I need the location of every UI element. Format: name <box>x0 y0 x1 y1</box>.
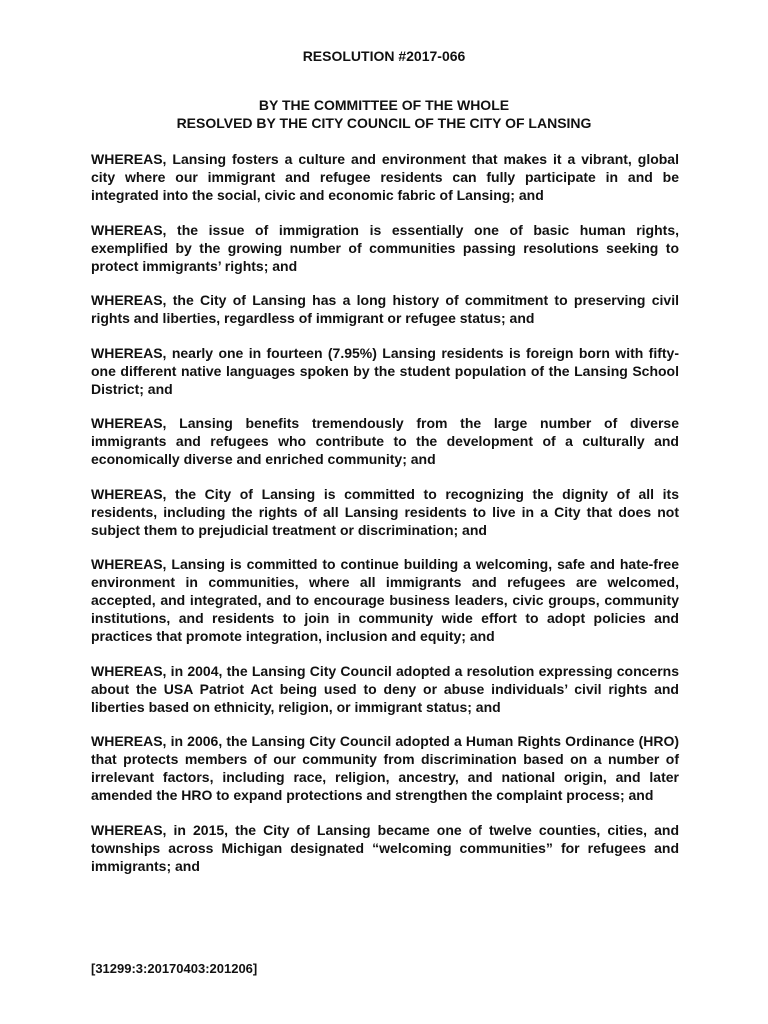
whereas-clause: WHEREAS, the City of Lansing is committed to recognizing the dignity of all its residents, including the rights of all Lansing residents to live in a City that does not subject them to prejudicial treatment or discrimination; and <box>91 485 679 538</box>
heading-line-committee: BY THE COMMITTEE OF THE WHOLE <box>258 97 510 113</box>
whereas-clause: WHEREAS, in 2004, the Lansing City Council adopted a resolution expressing concerns about the USA Patriot Act being used to deny or abuse individuals’ civil rights and liberties based on ethnicity, religion, or immigrant status; and <box>91 662 679 715</box>
committee-heading <box>0 96 768 132</box>
whereas-clause: WHEREAS, in 2015, the City of Lansing became one of twelve counties, cities, and townships across Michigan designated “welcoming communities” for refugees and immigrants; and <box>91 821 679 874</box>
whereas-clause: WHEREAS, the issue of immigration is essentially one of basic human rights, exemplified by the growing number of communities passing resolutions seeking to protect immigrants’ rights; and <box>91 221 679 274</box>
whereas-clause: WHEREAS, Lansing fosters a culture and environment that makes it a vibrant, global city where our immigrant and refugee residents can fully participate in and be integrated into the social, civic and economic fabric of Lansing; and <box>91 151 679 203</box>
whereas-clause: WHEREAS, the City of Lansing has a long history of commitment to preserving civil rights and liberties, regardless of immigrant or refugee status; and <box>91 292 679 326</box>
whereas-clauses <box>91 150 679 891</box>
whereas-clause: WHEREAS, in 2006, the Lansing City Council adopted a Human Rights Ordinance (HRO) that protects members of our community from discrimination based on a number of irrelevant factors, including race, religion, ancestry, and national origin, and later amended the HRO to expand protections and strengthen the complaint process; and <box>91 733 679 803</box>
heading-line-council: RESOLVED BY THE CITY COUNCIL OF THE CITY OF LANSING <box>176 115 592 131</box>
document-footer-id: [31299:3:20170403:201206] <box>91 961 258 976</box>
resolution-number: RESOLUTION #2017-066 <box>302 48 466 64</box>
whereas-clause: WHEREAS, Lansing benefits tremendously from the large number of diverse immigrants and refugees who contribute to the development of a culturally and economically diverse and enriched community; and <box>91 415 679 467</box>
whereas-clause: WHEREAS, nearly one in fourteen (7.95%) Lansing residents is foreign born with fifty-one different native languages spoken by the student population of the Lansing School District; and <box>91 344 679 397</box>
whereas-clause: WHEREAS, Lansing is committed to continue building a welcoming, safe and hate-free environment in communities, where all immigrants and refugees are welcomed, accepted, and integrated, and to encourage business leaders, civic groups, community institutions, and residents to join in community wide effort to adopt policies and practices that promote integration, inclusion and equity; and <box>91 556 679 644</box>
